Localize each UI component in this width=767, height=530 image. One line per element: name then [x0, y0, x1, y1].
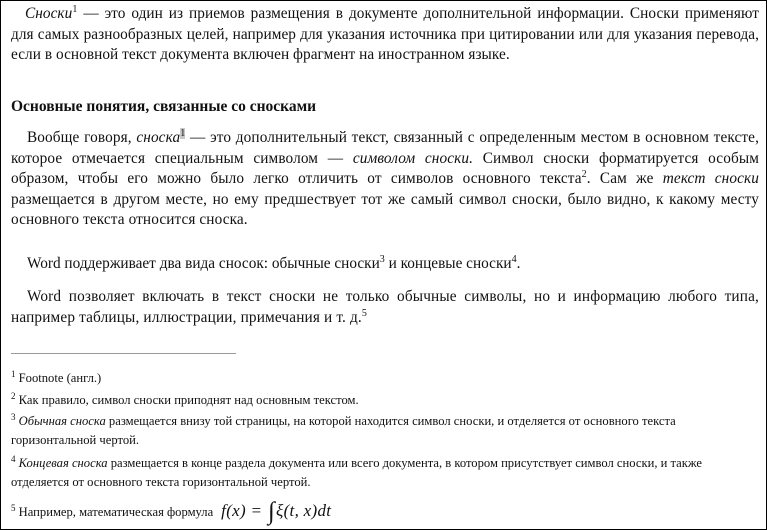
footnote-1-text: Footnote (англ.): [15, 371, 102, 385]
definition-text-2: Символ сноски форматируется особым образом, чтобы его можно было легко отличить от символов основного текста: [11, 149, 759, 187]
formula-rhs: ξ(t, x)dt: [276, 501, 332, 520]
footnote-5-number: 5: [11, 503, 16, 513]
footnote-ref-2[interactable]: 2: [581, 169, 587, 180]
content-text: Word позволяет включать в текст сноски не только обычные символы, но и информацию любого типа, например таблицы, иллюстрации, примечания и т. д.: [11, 288, 759, 326]
footnote-2-number: 2: [11, 391, 16, 401]
footnote-ref-4[interactable]: 4: [511, 254, 517, 265]
footnote-ref-1-highlighted[interactable]: 1: [180, 128, 186, 139]
definition-text-1: — это дополнительный текст, связанный с определенным местом в основном тексте, которое отмечается специальным символом —: [11, 129, 759, 167]
integral-sign: ∫: [267, 498, 276, 525]
content-types-paragraph: [11, 287, 759, 328]
footnote-5: [11, 497, 751, 526]
footnote-4-number: 4: [11, 454, 16, 464]
footnote-ref-1[interactable]: 1: [72, 4, 78, 15]
types-text-1: Word поддерживает два вида сносок: обычные сноски: [27, 255, 380, 272]
intro-text: — это один из приемов размещения в документе дополнительной информации. Сноски применяют для самых разнообразных целей, например для указания источника при цитировании или для указания перевода, если в основной текст документа включен фрагмент на иностранном языке.: [11, 5, 759, 63]
footnote-4: [11, 454, 751, 492]
term-snoska: сноска: [136, 129, 181, 146]
definition-text-4: размещается в другом месте, но ему предшествует тот же самый символ сноски, было видно, к какому месту основного текста относится сноска.: [11, 190, 759, 228]
term-tekst-snoski: текст сноски: [662, 170, 760, 187]
footnote-1-number: 1: [11, 369, 16, 379]
footnote-1: [11, 369, 751, 388]
formula-lhs: f(x) =: [221, 501, 263, 520]
term-symbol-snoski: символом сноски.: [352, 149, 474, 167]
intro-paragraph: [11, 4, 759, 66]
footnote-3-term: Обычная сноска: [18, 414, 106, 428]
footnote-ref-3[interactable]: 3: [379, 254, 385, 265]
definition-paragraph: [11, 128, 759, 231]
definition-text-3: . Сам же: [586, 170, 663, 187]
footnote-ref-5[interactable]: 5: [361, 307, 368, 319]
footnote-3: [11, 412, 751, 450]
math-formula: [221, 498, 332, 525]
footnote-separator: [11, 353, 236, 354]
footnote-5-text: Например, математическая формула: [15, 505, 214, 519]
types-text-2: и концевые сноски: [384, 255, 512, 272]
footnote-4-term: Концевая сноска: [18, 456, 108, 470]
footnote-3-text: размещается внизу той страницы, на которой находится символ сноски, и отделяется от основного текста горизонтальной чертой.: [11, 414, 676, 447]
section-heading: Основные понятия, связанные со сносками: [11, 98, 317, 115]
definition-lead: Вообще говоря,: [27, 129, 137, 146]
term-snoski: Сноски: [25, 5, 73, 22]
footnote-3-number: 3: [11, 412, 16, 422]
types-text-3: .: [516, 255, 521, 272]
footnote-types-paragraph: [11, 254, 759, 275]
footnote-2-text: Как правило, символ сноски приподнят над основным текстом.: [15, 393, 359, 407]
footnote-4-text: размещается в конце раздела документа или всего документа, в котором присутствует символ сноски, и также отделяется от основного текста горизонтальной чертой.: [11, 456, 702, 489]
footnote-2: [11, 391, 751, 410]
